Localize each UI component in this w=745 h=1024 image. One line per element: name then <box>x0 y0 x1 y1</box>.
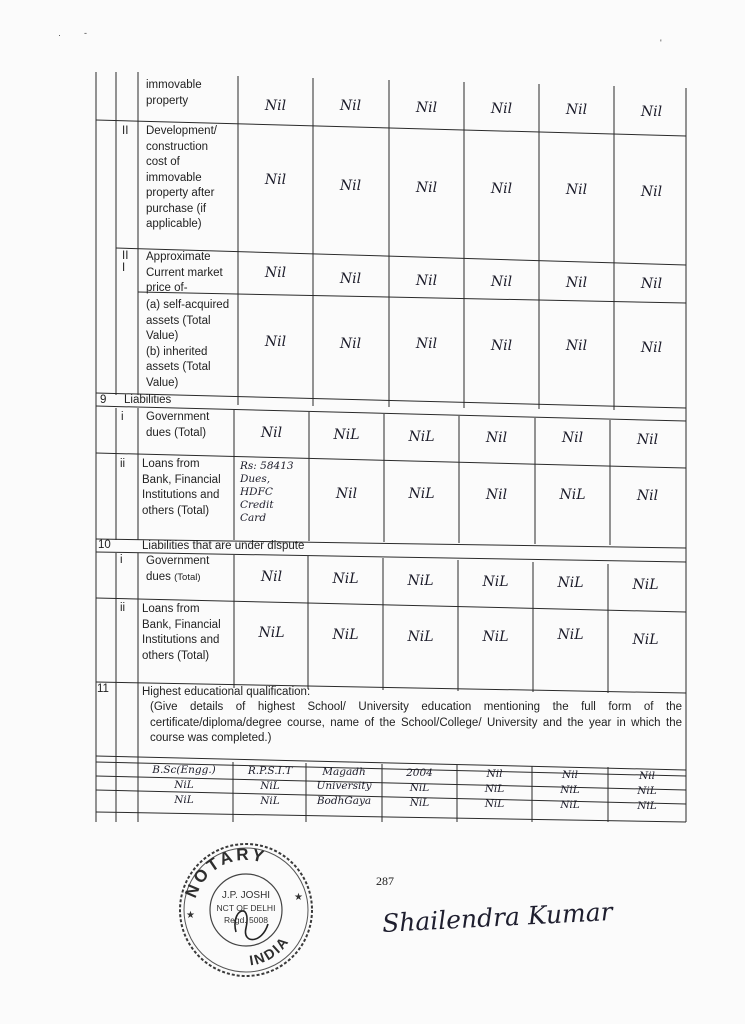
value-cell: Nil <box>490 274 513 290</box>
value-cell: Nil <box>561 430 584 446</box>
value-cell: NiL <box>557 575 584 591</box>
row-sub-ii: ii <box>120 602 126 614</box>
value-cell: Nil <box>415 273 438 289</box>
scan-mark: - <box>84 28 87 38</box>
value-cell: Nil <box>264 265 287 281</box>
value-cell: Nil <box>335 486 358 502</box>
row-label-development-cost: Development/ construction cost of immovable property after purchase (if applicable) <box>146 125 217 230</box>
edu-cell: NiL <box>560 784 580 796</box>
section-number-10: 10 <box>98 539 111 551</box>
value-cell: Nil <box>260 425 283 441</box>
value-cell: NiL <box>332 571 359 587</box>
section-number-9: 9 <box>100 394 107 406</box>
edu-cell: Nil <box>639 770 655 782</box>
svg-text:NOTARY: NOTARY <box>181 844 269 901</box>
svg-text:INDIA: INDIA <box>248 932 293 969</box>
value-cell: Nil <box>264 98 287 114</box>
edu-cell: NiL <box>637 800 657 812</box>
value-cell: Nil <box>565 338 588 354</box>
edu-cell: 2004 <box>406 767 433 779</box>
edu-cell: NiL <box>484 798 505 810</box>
row-label-loans: Loans from Bank, Financial Institutions and others (Total) <box>142 603 221 662</box>
value-cell: Nil <box>415 180 438 196</box>
education-instructions: (Give details of highest School/ University education mentioning the full form of the certificate/diploma/degree course, name of the School/College/ University and the year in which the course was completed.) <box>150 701 682 744</box>
row-label-government-dues: Government dues (Total) <box>146 411 210 439</box>
value-cell: Nil <box>485 430 508 446</box>
scan-mark: · <box>58 30 61 40</box>
value-cell: NiL <box>632 577 659 593</box>
edu-cell: NiL <box>409 782 430 794</box>
value-cell: NiL <box>482 629 509 645</box>
value-cell: Nil <box>565 102 588 118</box>
row-sub-i: i <box>121 411 124 423</box>
value-cell: Nil <box>339 336 362 352</box>
value-cell: Nil <box>640 340 663 356</box>
value-cell: Nil <box>264 172 287 188</box>
edu-cell: NiL <box>560 799 580 811</box>
svg-text:★: ★ <box>186 910 195 921</box>
value-cell: Nil <box>339 271 362 287</box>
value-cell: Nil <box>490 338 513 354</box>
value-cell: Nil <box>415 336 438 352</box>
section-title-liabilities: Liabilities <box>124 394 172 406</box>
edu-cell: R.P.S.I.T <box>247 765 293 777</box>
edu-cell: NiL <box>484 783 505 795</box>
value-cell: NiL <box>333 427 360 443</box>
value-cell-loan-dues: Rs: 58413 Dues, HDFC Credit Card <box>240 460 294 524</box>
scan-mark: ' <box>660 38 662 48</box>
edu-cell: NiL <box>260 795 280 807</box>
value-cell: Nil <box>415 100 438 116</box>
row-label-loans: Loans from Bank, Financial Institutions and others (Total) <box>142 458 221 517</box>
svg-text:★: ★ <box>294 892 303 903</box>
edu-cell: B.Sc(Engg.) <box>152 764 216 776</box>
row-sub-iii: II I <box>122 250 129 274</box>
svg-text:NCT OF DELHI: NCT OF DELHI <box>216 903 276 913</box>
edu-cell: NiL <box>174 779 194 791</box>
value-cell: Nil <box>339 178 362 194</box>
value-cell: NiL <box>557 627 584 643</box>
value-cell: Nil <box>636 432 659 448</box>
svg-text:Regd. 5008: Regd. 5008 <box>224 915 268 925</box>
value-cell: Nil <box>260 569 283 585</box>
edu-cell: Magadh <box>322 766 366 778</box>
edu-cell: NiL <box>174 794 194 806</box>
value-cell: Nil <box>339 98 362 114</box>
row-label-government-dues: Government dues (Total) <box>146 555 210 583</box>
value-cell: Nil <box>490 101 513 117</box>
value-cell: Nil <box>636 488 659 504</box>
edu-cell: BodhGaya <box>316 795 372 807</box>
value-cell: Nil <box>264 334 287 350</box>
value-cell: NiL <box>632 632 659 648</box>
value-cell: Nil <box>640 104 663 120</box>
value-cell: Nil <box>565 275 588 291</box>
row-label-assets-value: (a) self-acquired assets (Total Value) (b) inherited assets (Total Value) <box>146 299 230 389</box>
value-cell: NiL <box>407 573 434 589</box>
value-cell: NiL <box>258 625 285 641</box>
value-cell: Nil <box>485 487 508 503</box>
edu-cell: NiL <box>409 797 430 809</box>
value-cell: NiL <box>559 487 586 503</box>
value-cell: Nil <box>565 182 588 198</box>
signature: Shailendra Kumar <box>381 896 614 939</box>
edu-cell: NiL <box>260 780 280 792</box>
value-cell: NiL <box>332 627 359 643</box>
value-cell: NiL <box>408 486 435 502</box>
edu-cell: Nil <box>562 769 578 781</box>
notary-stamp <box>172 840 318 980</box>
edu-cell: NiL <box>637 785 657 797</box>
row-sub-ii: ii <box>120 458 126 470</box>
row-label-market-price: Approximate Current market price of- <box>146 251 223 294</box>
value-cell: NiL <box>407 629 434 645</box>
value-cell: Nil <box>640 276 663 292</box>
row-sub-i: i <box>120 554 123 566</box>
section-number-11: 11 <box>97 683 109 695</box>
value-cell: Nil <box>490 181 513 197</box>
row-sub-ii: II <box>122 125 129 137</box>
section-title-disputed: Liabilities that are under dispute <box>142 540 305 552</box>
row-label-immovable: immovable property <box>146 79 202 107</box>
value-cell: NiL <box>482 574 509 590</box>
section-title-education: Highest educational qualification: <box>142 686 311 698</box>
page-number: 287 <box>376 874 394 888</box>
value-cell: NiL <box>408 429 435 445</box>
edu-cell: Nil <box>486 768 503 780</box>
svg-text:J.P. JOSHI: J.P. JOSHI <box>221 890 271 901</box>
edu-cell: University <box>316 780 372 792</box>
value-cell: Nil <box>640 184 663 200</box>
